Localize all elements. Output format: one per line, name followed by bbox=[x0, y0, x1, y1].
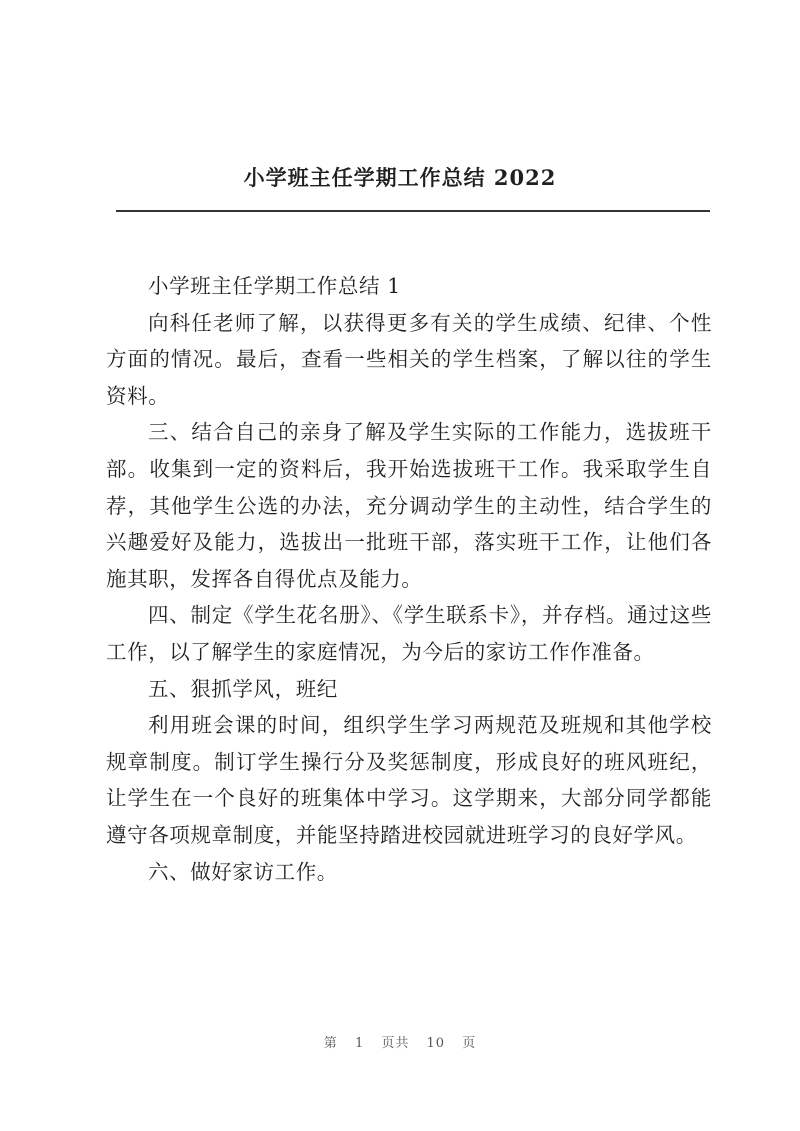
title-divider bbox=[116, 210, 710, 212]
footer-middle: 页共 bbox=[381, 1036, 410, 1051]
footer-total-pages: 10 bbox=[426, 1036, 446, 1051]
footer-suffix: 页 bbox=[462, 1036, 477, 1051]
paragraph-teacher-inquiry: 向科任老师了解，以获得更多有关的学生成绩、纪律、个性方面的情况。最后，查看一些相关的学生档案，了解以往的学生资料。 bbox=[106, 310, 712, 408]
page-footer bbox=[0, 1032, 800, 1051]
paragraph-home-visit: 六、做好家访工作。 bbox=[148, 859, 338, 884]
paragraph-select-class-cadres: 三、结合自己的亲身了解及学生实际的工作能力，选拔班干部。收集到一定的资料后，我开始选拔班干工作。我采取学生自荐，其他学生公选的办法，充分调动学生的主动性，结合学生的兴趣爱好及能力，选拔出一批班干部，落实班干工作，让他们各施其职，发挥各自得优点及能力。 bbox=[106, 420, 712, 591]
paragraph-class-meeting: 利用班会课的时间，组织学生学习两规范及班规和其他学校规章制度。制订学生操行分及奖惩制度，形成良好的班风班纪，让学生在一个良好的班集体中学习。这学期来，大部分同学都能遵守各项规章制度，并能坚持踏进校园就进班学习的良好学风。 bbox=[106, 713, 712, 847]
paragraph-section-heading: 小学班主任学期工作总结 1 bbox=[148, 274, 401, 298]
footer-page-number: 1 bbox=[354, 1036, 365, 1051]
document-title: 小学班主任学期工作总结 2022 bbox=[243, 165, 557, 190]
footer-prefix: 第 bbox=[323, 1036, 338, 1051]
paragraph-study-discipline-heading: 五、狠抓学风，班纪 bbox=[148, 676, 338, 701]
paragraph-student-registry: 四、制定《学生花名册》、《学生联系卡》，并存档。通过这些工作，以了解学生的家庭情况，为今后的家访工作作准备。 bbox=[106, 603, 712, 664]
document-body bbox=[106, 268, 712, 890]
